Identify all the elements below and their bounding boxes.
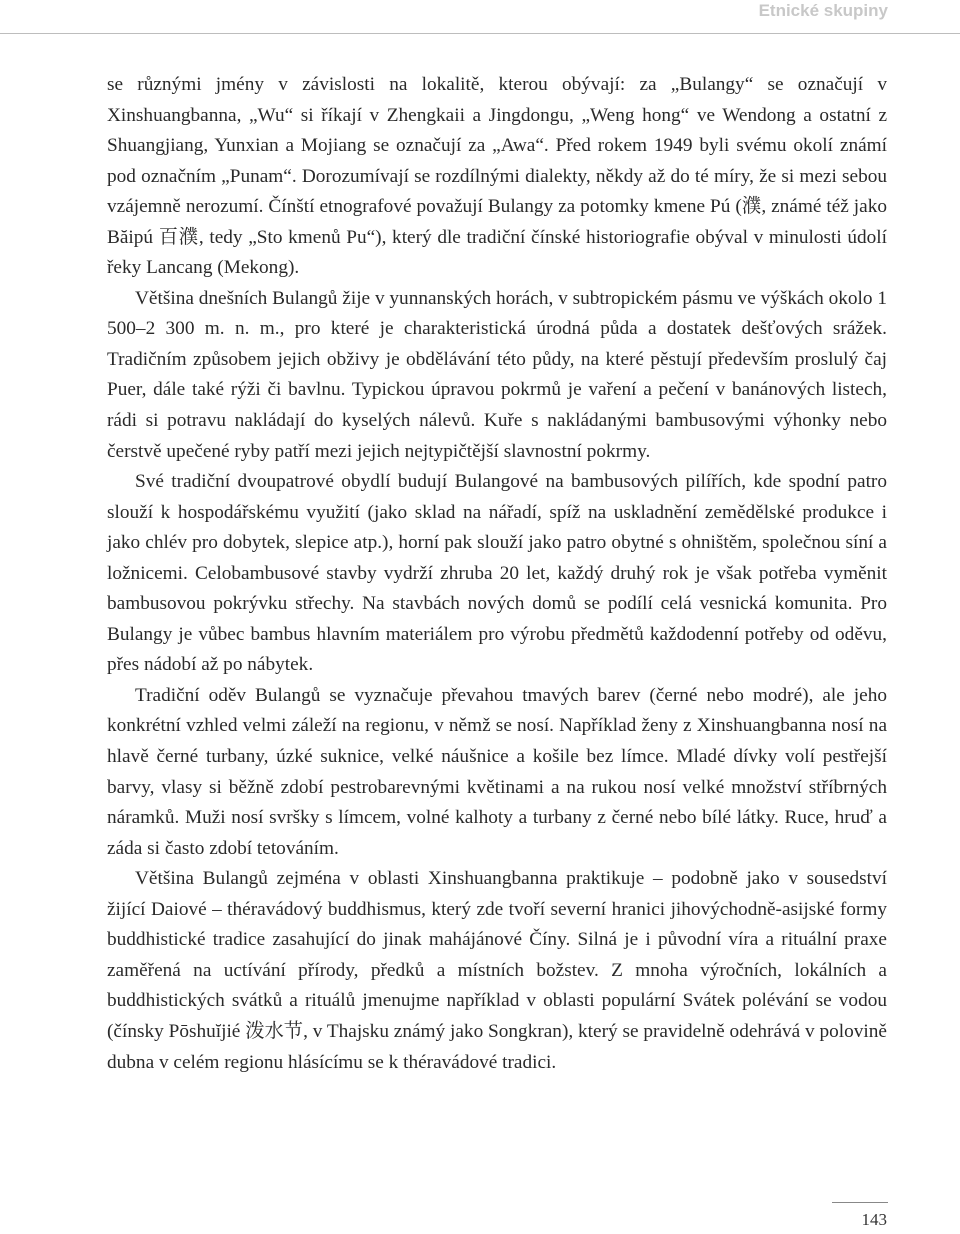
paragraph: Většina dnešních Bulangů žije v yunnanských horách, v subtropickém pásmu ve výškách okolo 1 500–2 300 m. n. m., pro které je charakteristická úrodná půda a dostatek dešťových srážek. Tradičním způsobem jejich obživy je obdělávání této půdy, na které pěstují především proslulý čaj Puer, dále také rýži či bavlnu. Typickou úpravou pokrmů je vaření a pečení v banánových listech, rádi si potravu nakládají do kyselých nálevů. Kuře s nakládanými bambusovými výhonky nebo čerstvě upečené ryby patří mezi jejich nejtypičtější slavnostní pokrmy. — [107, 287, 887, 462]
folio-rule — [832, 1202, 888, 1203]
paragraph: Většina Bulangů zejména v oblasti Xinshuangbanna praktikuje – podobně jako v sousedství žijící Daiové – théravádový buddhismus, který zde tvoří severní hranici jihovýchodně-asijské formy buddhistické tradice zasahující do jinak mahájánové Číny. Silná je i původní víra a rituální praxe zaměřená na uctívání přírody, předků a místních božstev. Z mnoha výročních, lokálních a buddhistických svátků a rituálů jmenujme například v oblasti populární Svátek polévání se vodou (čínsky Pōshuĭjié 泼水节, v Thajsku známý jako Songkran), který se pravidelně odehrává v polovině dubna v celém regionu hlásícímu se k théravádové tradici. — [107, 868, 887, 1073]
body-text — [107, 70, 887, 1078]
running-title: Etnické skupiny — [758, 1, 888, 20]
paragraph-continued: se různými jmény v závislosti na lokalitě, kterou obývají: za „Bulangy“ se označují v Xinshuangbanna, „Wu“ si říkají v Zhengkaii a Jingdongu, „Weng hong“ ve Wendong a ostatní z Shuangjiang, Yunxian a Mojiang se označují za „Awa“. Před rokem 1949 byli svému okolí známí pod označním „Punam“. Dorozumívají se rozdílnými dialekty, někdy až do té míry, že si mezi sebou vzájemně nerozumí. Čínští etnografové považují Bulangy za potomky kmene Pú (濮, známé též jako Băipú 百濮, tedy „Sto kmenů Pu“), který dle tradiční čínské historiografie obýval v minulosti údolí řeky Lancang (Mekong). — [107, 74, 887, 279]
page-number: 143 — [861, 1210, 887, 1229]
paragraph: Své tradiční dvoupatrové obydlí budují Bulangové na bambusových pilířích, kde spodní patro slouží k hospodářskému využití (jako sklad na nářadí, spíž na uskladnění zemědělské produkce i jako chlév pro dobytek, slepice atp.), horní pak slouží jako patro obytné s ohništěm, společnou síní a ložnicemi. Celobambusové stavby vydrží zhruba 20 let, každý druhý rok je však potřeba vyměnit bambusovou pokrývku střechy. Na stavbách nových domů se podílí celá vesnická komunita. Pro Bulangy je vůbec bambus hlavním materiálem pro výrobu předmětů každodenní potřeby od oděvu, přes nádobí až po nábytek. — [107, 471, 887, 676]
header-rule — [0, 33, 960, 34]
paragraph: Tradiční oděv Bulangů se vyznačuje převahou tmavých barev (černé nebo modré), ale jeho konkrétní vzhled velmi záleží na regionu, v němž se nosí. Například ženy z Xinshuangbanna nosí na hlavě černé turbany, úzké suknice, velké náušnice a košile bez límce. Mladé dívky volí pestřejší barvy, vlasy si běžně zdobí pestrobarevnými květinami a na rukou nosí velké množství stříbrných náramků. Muži nosí svršky s límcem, volné kalhoty a turbany z černé nebo bílé látky. Ruce, hruď a záda si často zdobí tetováním. — [107, 684, 887, 859]
